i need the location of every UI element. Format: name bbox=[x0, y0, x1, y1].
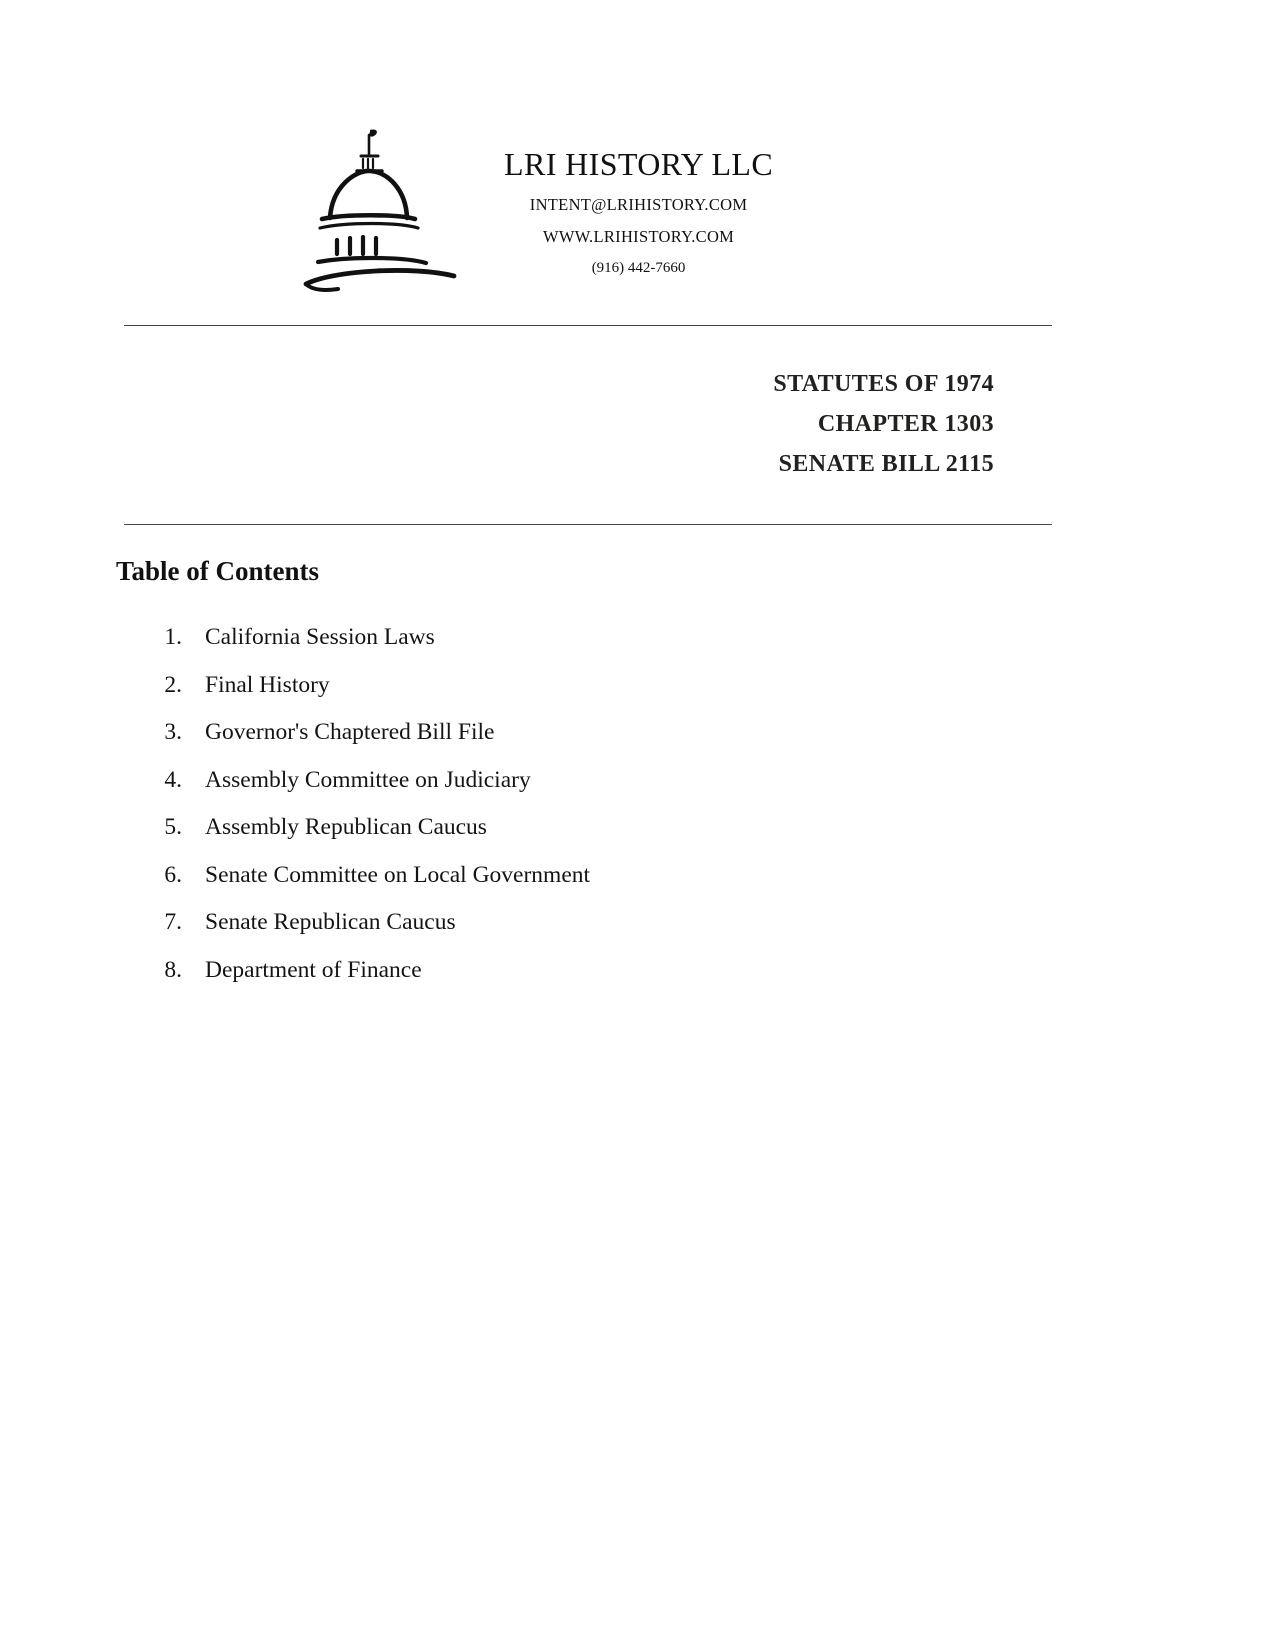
capitol-dome-icon bbox=[294, 118, 504, 293]
list-item-number: 2. bbox=[164, 671, 182, 698]
list-item-number: 6. bbox=[164, 861, 182, 888]
list-item-label: California Session Laws bbox=[205, 624, 435, 650]
list-item-number: 8. bbox=[164, 956, 182, 983]
chapter-number: CHAPTER 1303 bbox=[817, 411, 994, 437]
bill-heading bbox=[124, 364, 994, 484]
table-of-contents-list bbox=[140, 614, 940, 994]
list-item bbox=[140, 899, 940, 947]
list-item-label: Senate Committee on Local Government bbox=[205, 861, 591, 888]
list-item-number: 1. bbox=[164, 624, 182, 650]
organization-name: LRI HISTORY LLC bbox=[504, 146, 774, 182]
header-divider-bottom bbox=[124, 524, 1052, 525]
list-item-label: Assembly Republican Caucus bbox=[205, 814, 487, 840]
list-item bbox=[140, 709, 940, 757]
list-item bbox=[140, 852, 940, 900]
list-item-number: 3. bbox=[164, 719, 182, 745]
bill-number: SENATE BILL 2115 bbox=[778, 451, 994, 477]
list-item bbox=[140, 757, 940, 805]
statutes-year: STATUTES OF 1974 bbox=[773, 371, 994, 397]
list-item-number: 5. bbox=[164, 814, 182, 840]
list-item-label: Assembly Committee on Judiciary bbox=[205, 766, 531, 793]
list-item-label: Governor's Chaptered Bill File bbox=[205, 719, 495, 745]
list-item bbox=[140, 804, 940, 852]
organization-info bbox=[504, 118, 1073, 277]
letterhead bbox=[124, 118, 1054, 308]
organization-phone: (916) 442-7660 bbox=[591, 260, 686, 276]
list-item bbox=[140, 947, 940, 995]
list-item-label: Senate Republican Caucus bbox=[205, 909, 456, 935]
header-divider-top bbox=[124, 325, 1052, 326]
organization-email: INTENT@LRIHISTORY.COM bbox=[529, 195, 748, 214]
page-title: Table of Contents bbox=[116, 556, 320, 586]
list-item-label: Final History bbox=[205, 671, 330, 698]
list-item bbox=[140, 662, 940, 710]
list-item bbox=[140, 614, 940, 662]
list-item-label: Department of Finance bbox=[205, 956, 422, 983]
list-item-number: 7. bbox=[164, 909, 182, 935]
organization-website: WWW.LRIHISTORY.COM bbox=[542, 227, 735, 246]
list-item-number: 4. bbox=[164, 766, 182, 793]
